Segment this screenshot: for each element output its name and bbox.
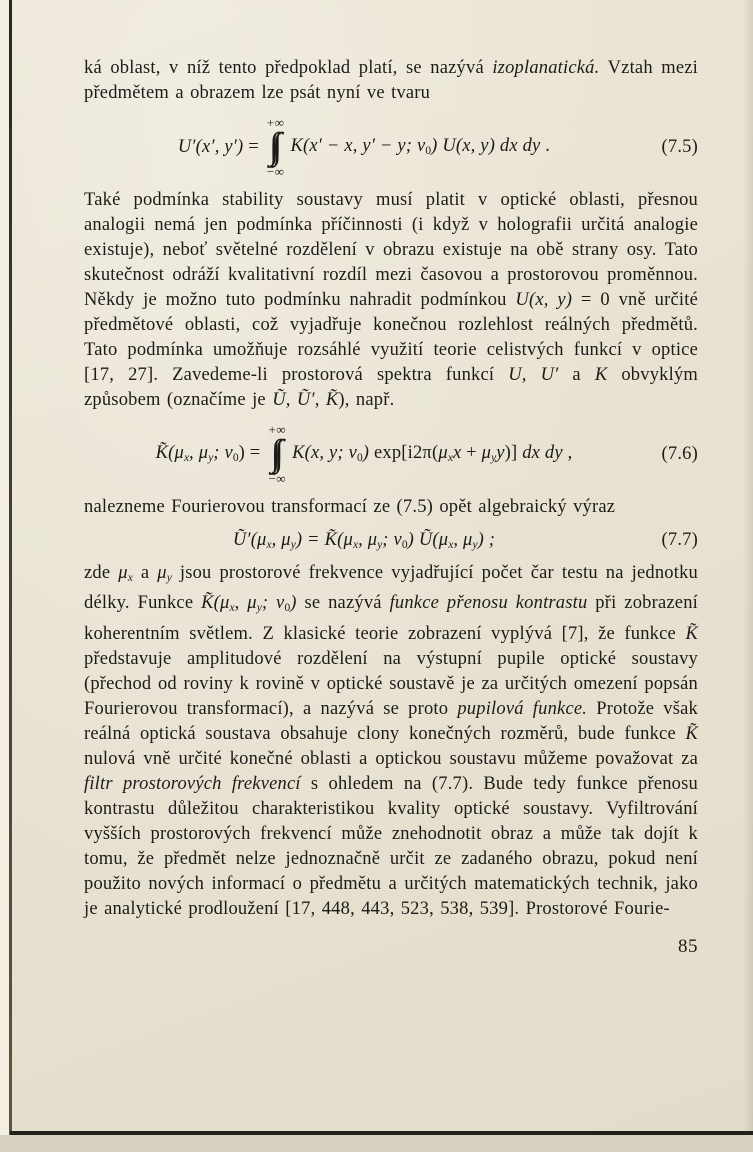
- double-integral-icon: [268, 423, 286, 485]
- paragraph-stability: Také podmínka stability soustavy musí platit v optické oblasti, přesnou analogii nemá jen podmínka příčinnosti (i když v holografii určitá analogie existuje), neboť světelné rozdělení v obrazu existuje na obě strany osy. Tato skutečnost odráží kvalitativní rozdíl mezi časovou a prostorovou proměnnou. Někdy je možno tuto podmínku nahradit podmínkou U(x, y) = 0 vně určité předmětové oblasti, což vyjadřuje konečnou rozlehlost reálných předmětů. Tato podmínka umožňuje rozsáhlé využití teorie celistvých funkcí v optice [17, 27]. Zavedeme-li prostorová spektra funkcí U, U′ a K obvyklým způsobem (označíme je Ũ, Ũ′, K̃), např.: [84, 190, 698, 410]
- equation-7-6-lhs: K̃(μx, μy; ν0) =: [155, 443, 261, 465]
- page-edge-bottom: [10, 1131, 753, 1135]
- equation-number-7-5: (7.5): [661, 136, 698, 157]
- equation-7-7-expression: Ũ′(μx, μy) = K̃(μx, μy; ν0) Ũ(μx, μy) ;: [232, 530, 496, 552]
- integral-symbol: ∫∫: [270, 433, 277, 474]
- page-number: 85: [678, 935, 698, 957]
- page-edge-left: [9, 0, 12, 1152]
- integral-lower-limit: −∞: [266, 164, 285, 179]
- integral-upper-limit: +∞: [268, 422, 287, 437]
- equation-7-6: [84, 423, 698, 485]
- equation-7-7-body: [84, 530, 644, 551]
- integral-lower-limit: −∞: [268, 471, 287, 486]
- equation-7-5: [84, 116, 698, 178]
- integral-upper-limit: +∞: [266, 115, 285, 130]
- equation-7-6-rhs: K(x, y; ν0) exp[i2π(μxx + μyy)] dx dy ,: [292, 443, 573, 465]
- page-edge-bottom-strip: [0, 1135, 753, 1152]
- paragraph-intro: ká oblast, v níž tento předpoklad platí, se nazývá izoplanatická. Vztah mezi předmětem a obrazem lze psát nyní ve tvaru: [84, 58, 698, 103]
- paragraph-fourier: nalezneme Fourierovou transformací ze (7.5) opět algebraický výraz: [84, 497, 616, 517]
- integral-symbol: ∫∫: [269, 126, 276, 167]
- equation-7-5-body: [84, 116, 644, 178]
- equation-7-7: [84, 530, 698, 551]
- equation-number-7-6: (7.6): [661, 443, 698, 464]
- equation-7-5-rhs: K(x′ − x, y′ − y; ν0) U(x, y) dx dy .: [290, 136, 551, 158]
- equation-7-5-lhs: U′(x′, y′) =: [177, 136, 259, 157]
- page-edge-right-shade: [743, 0, 753, 1152]
- paragraph-transfer-function: zde μx a μy jsou prostorové frekvence vyjadřující počet čar testu na jednotku délky. Funkce K̃(μx, μy; ν0) se nazývá funkce přenosu kontrastu při zobrazení koherentním světlem. Z klasické teorie zobrazení vyplývá [7], že funkce K̃ představuje amplitudové rozdělení na výstupní pupile optické soustavy (přechod od roviny k rovině v optické soustavě je za určitých omezení popsán Fourierovou transformací), a nazývá se proto pupilová funkce. Protože však reálná optická soustava obsahuje clony konečných rozměrů, bude funkce K̃ nulová vně určité konečné oblasti a optickou soustavu můžeme považovat za filtr prostorových frekvencí s ohledem na (7.7). Bude tedy funkce přenosu kontrastu důležitou charakteristikou kvality optické soustavy. Vyfiltrování vyšších prostorových frekvencí může znehodnotit obraz a může tak dojít k tomu, že předmět nelze jednoznačně určit ze zadaného obrazu, pokud není použito nových informací o předmětu a určitých matematických technik, jako je analytické prodloužení [17, 448, 443, 523, 538, 539]. Prostorové Fourie-: [84, 563, 699, 919]
- equation-number-7-7: (7.7): [661, 530, 698, 551]
- double-integral-icon: [267, 116, 285, 178]
- equation-7-6-body: [84, 423, 644, 485]
- page-content: [84, 56, 698, 958]
- page-edge-margin-left: [0, 0, 9, 1152]
